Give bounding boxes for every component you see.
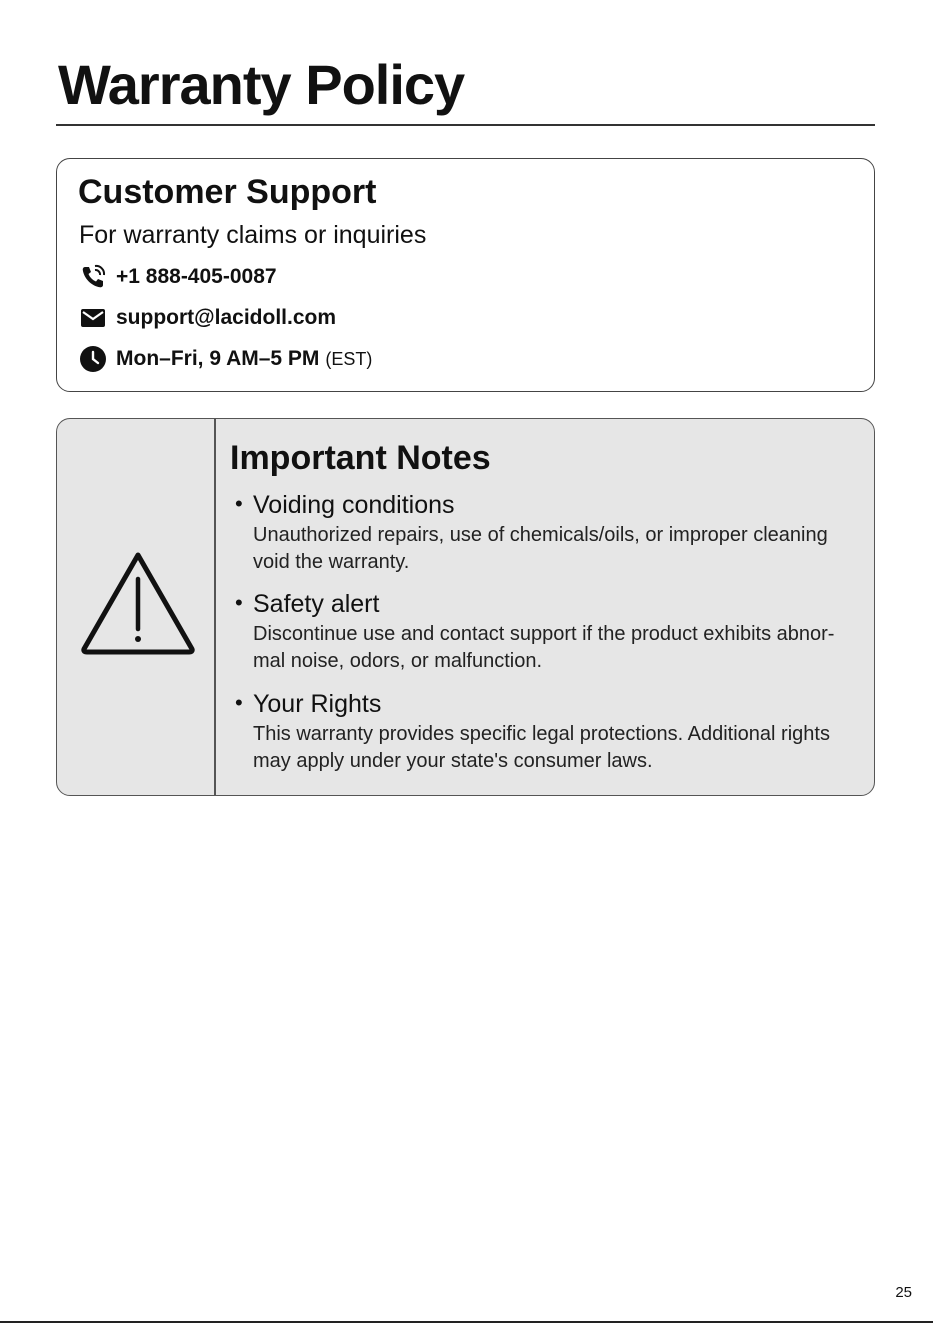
- note-item: [233, 491, 863, 576]
- email-row[interactable]: [79, 304, 336, 332]
- note-body: This warranty provides specific legal protections. Additional rights may apply under your state's consumer laws.: [253, 723, 830, 772]
- phone-icon: [79, 263, 107, 291]
- note-body: Unauthorized repairs, use of chemicals/oils, or improper cleaning void the warranty.: [253, 524, 828, 573]
- support-hours: Mon–Fri, 9 AM–5 PM: [116, 347, 320, 370]
- note-item: [233, 690, 863, 775]
- title-divider: [56, 124, 875, 126]
- support-subtitle: For warranty claims or inquiries: [79, 221, 427, 249]
- mail-icon: [79, 304, 107, 332]
- note-heading: Safety alert: [253, 590, 380, 618]
- page-title: Warranty Policy: [58, 53, 465, 116]
- bullet: •: [235, 690, 243, 715]
- support-timezone: (EST): [325, 348, 373, 369]
- notes-divider: [214, 419, 216, 795]
- hours-row: [79, 345, 372, 373]
- note-item: [233, 590, 863, 675]
- support-title: Customer Support: [78, 173, 377, 211]
- note-body: Discontinue use and contact support if the product exhibits abnor-mal noise, odors, or malfunction.: [253, 623, 835, 672]
- note-heading: Your Rights: [253, 690, 382, 718]
- warning-icon: [79, 549, 197, 659]
- clock-icon: [79, 345, 107, 373]
- note-heading: Voiding conditions: [253, 491, 455, 519]
- page-number: 25: [895, 1284, 912, 1301]
- bullet: •: [235, 491, 243, 516]
- bullet: •: [235, 590, 243, 615]
- phone-number[interactable]: +1 888-405-0087: [116, 265, 277, 288]
- phone-row[interactable]: [79, 263, 277, 291]
- support-email[interactable]: support@lacidoll.com: [116, 306, 336, 329]
- bottom-divider: [0, 1321, 933, 1323]
- notes-title: Important Notes: [230, 439, 491, 477]
- customer-support-box: [56, 158, 875, 392]
- important-notes-box: [56, 418, 875, 796]
